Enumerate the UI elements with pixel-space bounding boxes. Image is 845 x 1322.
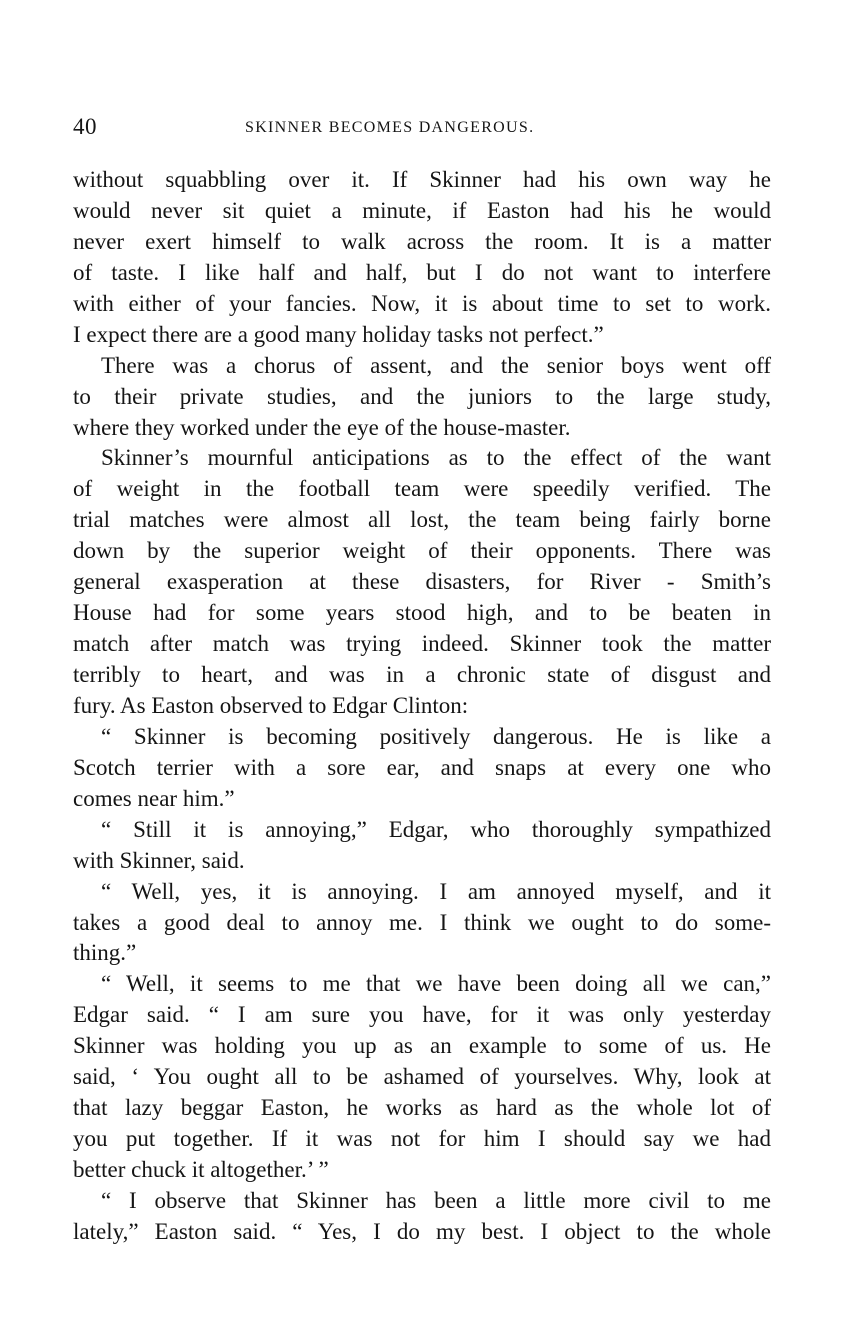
text-line: trial matches were almost all lost, the team being fairly borne — [73, 507, 771, 533]
text-line: takes a good deal to annoy me. I think we ought to do some- — [73, 909, 771, 935]
body-text — [73, 165, 771, 1248]
text-line: “ Well, it seems to me that we have been doing all we can,” — [101, 971, 771, 997]
text-line: “ Still it is annoying,” Edgar, who thoroughly sympathized — [101, 816, 771, 842]
text-line: There was a chorus of assent, and the senior boys went off — [101, 352, 771, 378]
text-line: to their private studies, and the juniors to the large study, — [73, 383, 771, 409]
text-line: of taste. I like half and half, but I do not want to interfere — [73, 259, 771, 285]
text-line: down by the superior weight of their opponents. There was — [73, 538, 771, 564]
text-line: “ Skinner is becoming positively dangerous. He is like a — [101, 723, 771, 749]
text-line: match after match was trying indeed. Skinner took the matter — [73, 631, 771, 657]
text-line: without squabbling over it. If Skinner had his own way he — [73, 167, 771, 192]
text-line: thing.” — [73, 940, 137, 966]
text-line: lately,” Easton said. “ Yes, I do my best. I object to the whole — [73, 1218, 771, 1244]
text-line: that lazy beggar Easton, he works as hard as the whole lot of — [73, 1095, 771, 1121]
text-line: said, ‘ You ought all to be ashamed of yourselves. Why, look at — [73, 1064, 771, 1090]
text-line: fury. As Easton observed to Edgar Clinton: — [73, 692, 469, 718]
text-line: better chuck it altogether.’ ” — [73, 1157, 329, 1182]
running-title: SKINNER BECOMES DANGEROUS. — [245, 119, 535, 136]
text-line: with Skinner, said. — [73, 847, 245, 873]
text-line: never exert himself to walk across the room. It is a matter — [73, 228, 771, 254]
text-line: “ I observe that Skinner has been a little more civil to me — [101, 1187, 771, 1213]
text-line: where they worked under the eye of the house-master. — [73, 414, 571, 440]
text-line: of weight in the football team were speedily verified. The — [73, 476, 771, 502]
text-line: with either of your fancies. Now, it is about time to set to work. — [73, 290, 771, 316]
page-number: 40 — [73, 114, 97, 139]
text-line: Edgar said. “ I am sure you have, for it was only yesterday — [73, 1002, 771, 1028]
page-header — [73, 114, 773, 144]
text-line: Scotch terrier with a sore ear, and snaps at every one who — [73, 754, 771, 780]
text-line: you put together. If it was not for him I should say we had — [73, 1126, 771, 1152]
text-line: “ Well, yes, it is annoying. I am annoyed myself, and it — [101, 878, 771, 904]
text-line: general exasperation at these disasters, for River - Smith’s — [73, 569, 771, 595]
text-line: would never sit quiet a minute, if Easton had his he would — [73, 197, 771, 223]
text-line: comes near him.” — [73, 785, 235, 811]
text-line: terribly to heart, and was in a chronic state of disgust and — [73, 662, 771, 687]
text-line: Skinner was holding you up as an example to some of us. He — [73, 1033, 771, 1059]
text-line: Skinner’s mournful anticipations as to the effect of the want — [101, 445, 771, 471]
text-line: House had for some years stood high, and to be beaten in — [73, 600, 771, 626]
text-line: I expect there are a good many holiday tasks not perfect.” — [73, 321, 604, 347]
